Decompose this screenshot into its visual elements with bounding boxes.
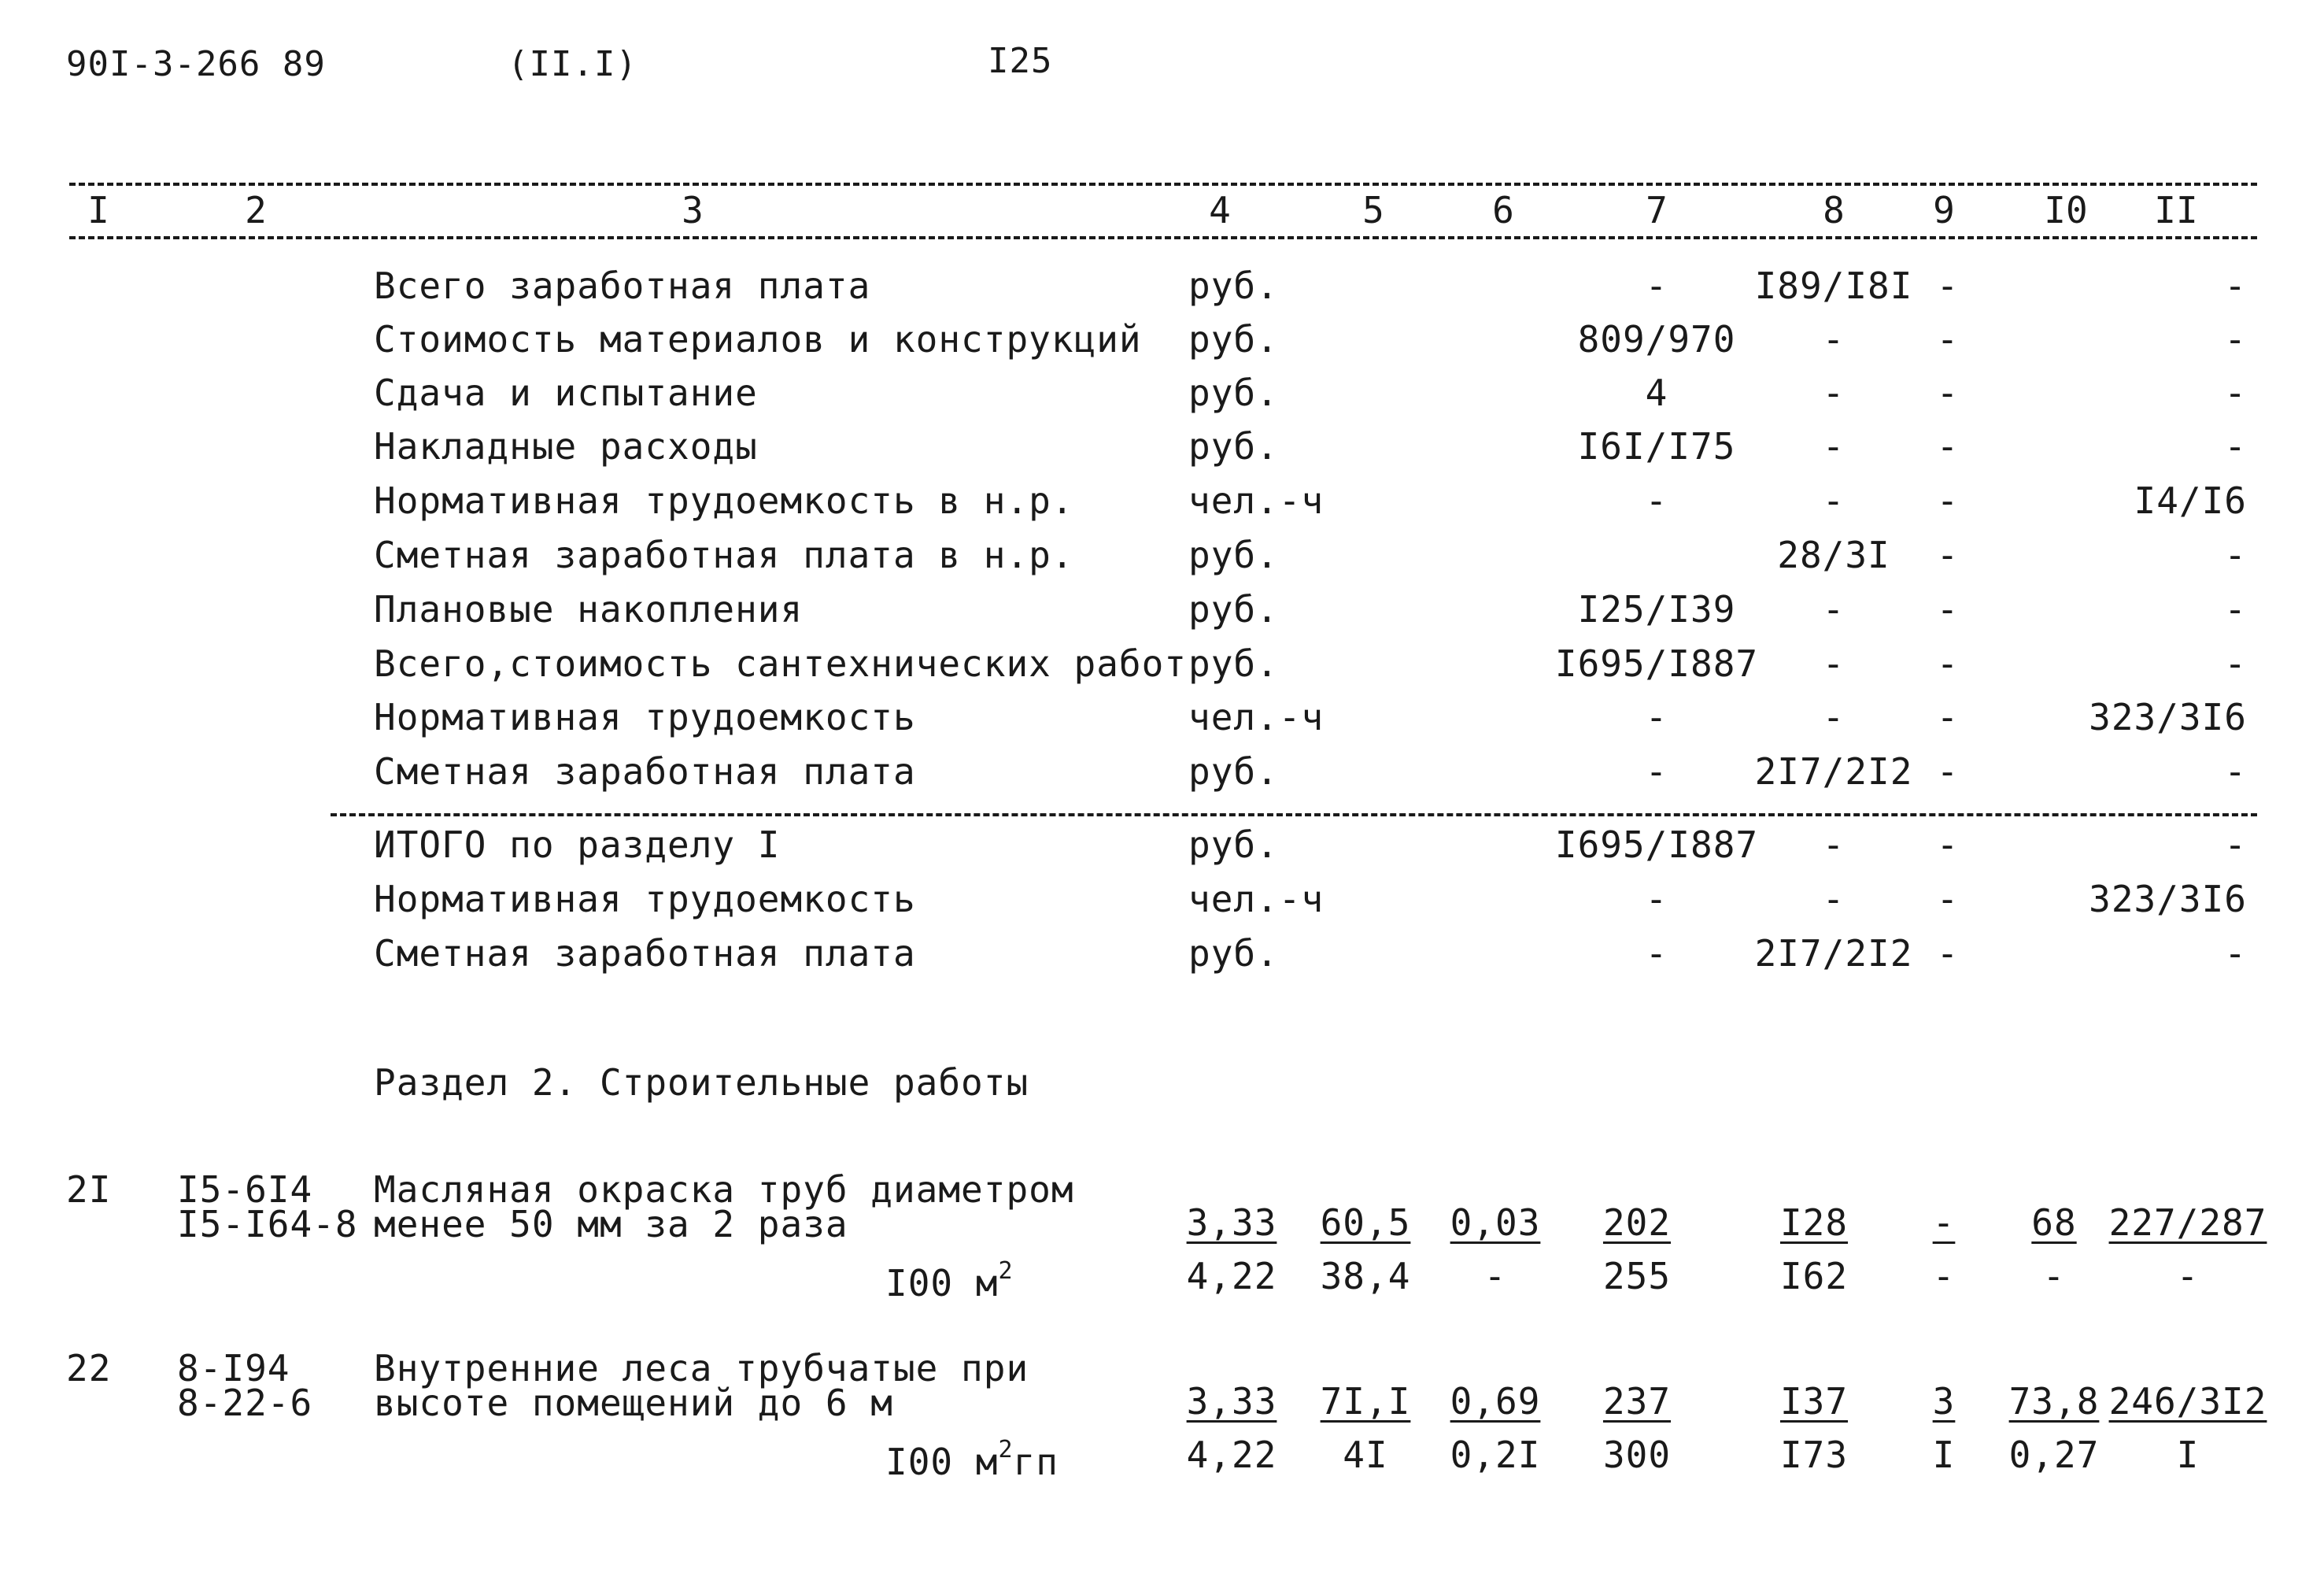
cell-col-8: - bbox=[1822, 318, 1846, 361]
row-label: Сметная заработная плата bbox=[374, 750, 916, 793]
row-unit: чел.-ч bbox=[1188, 878, 1325, 920]
unit-superscript: 2 bbox=[998, 1257, 1014, 1285]
value-numerator: - bbox=[1932, 1201, 1956, 1244]
column-number: 6 bbox=[1492, 189, 1514, 231]
row-label: Стоимость материалов и конструкций bbox=[374, 318, 1142, 361]
value-denominator: - bbox=[1483, 1255, 1507, 1297]
row-unit: руб. bbox=[1188, 823, 1279, 866]
cell-col-7: I695/I887 bbox=[1554, 823, 1759, 866]
row-label: Накладные расходы bbox=[374, 425, 758, 468]
sheet-reference: (II.I) bbox=[508, 44, 637, 84]
cell-col-9: - bbox=[1936, 750, 1960, 793]
value-denominator: 255 bbox=[1602, 1255, 1672, 1297]
row-label: Сметная заработная плата bbox=[374, 932, 916, 975]
value-denominator: I bbox=[1932, 1434, 1956, 1476]
row-unit: руб. bbox=[1188, 534, 1279, 576]
value-numerator: 0,03 bbox=[1450, 1201, 1541, 1244]
value-numerator: 237 bbox=[1602, 1380, 1672, 1423]
unit-suffix: гп bbox=[1013, 1441, 1059, 1483]
cell-col-11: - bbox=[2224, 588, 2247, 631]
value-numerator: I28 bbox=[1779, 1201, 1849, 1244]
section-2-title: Раздел 2. Строительные работы bbox=[374, 1061, 1029, 1104]
item-code: 8-I94 bbox=[177, 1347, 290, 1389]
cell-col-8: - bbox=[1822, 642, 1846, 685]
unit-main: I00 м bbox=[885, 1441, 999, 1483]
cell-col-11: 323/3I6 bbox=[2089, 878, 2247, 920]
row-label: Нормативная трудоемкость в н.р. bbox=[374, 479, 1074, 522]
cell-col-7: - bbox=[1645, 878, 1668, 920]
cell-col-9: - bbox=[1936, 534, 1960, 576]
cell-col-8: - bbox=[1822, 878, 1846, 920]
row-unit: руб. bbox=[1188, 372, 1279, 414]
row-unit: руб. bbox=[1188, 588, 1279, 631]
value-numerator: 0,69 bbox=[1450, 1380, 1541, 1423]
cell-col-9: - bbox=[1936, 479, 1960, 522]
row-unit: руб. bbox=[1188, 265, 1279, 307]
cell-col-9: - bbox=[1936, 372, 1960, 414]
column-number: 8 bbox=[1823, 189, 1845, 231]
item-number: 22 bbox=[66, 1347, 112, 1389]
cell-col-8: - bbox=[1822, 372, 1846, 414]
value-numerator: 60,5 bbox=[1320, 1201, 1411, 1244]
value-denominator: 0,27 bbox=[2008, 1434, 2100, 1476]
column-number: 4 bbox=[1209, 189, 1231, 231]
cell-col-7: - bbox=[1645, 750, 1668, 793]
cell-col-9: - bbox=[1936, 318, 1960, 361]
value-denominator: - bbox=[2176, 1255, 2200, 1297]
row-label: Нормативная трудоемкость bbox=[374, 696, 916, 738]
value-denominator: I62 bbox=[1779, 1255, 1849, 1297]
value-denominator: I bbox=[2176, 1434, 2200, 1476]
cell-col-11: - bbox=[2224, 534, 2247, 576]
row-unit: руб. bbox=[1188, 425, 1279, 468]
row-label: Всего,стоимость сантехнических работ bbox=[374, 642, 1187, 685]
cell-col-9: - bbox=[1936, 878, 1960, 920]
cell-col-11: 323/3I6 bbox=[2089, 696, 2247, 738]
value-denominator: 4,22 bbox=[1186, 1434, 1277, 1476]
cell-col-8: I89/I8I bbox=[1754, 265, 1913, 307]
row-label: Сметная заработная плата в н.р. bbox=[374, 534, 1074, 576]
cell-col-11: - bbox=[2224, 318, 2247, 361]
cell-col-9: - bbox=[1936, 932, 1960, 975]
unit-main: I00 м bbox=[885, 1262, 999, 1304]
row-unit: чел.-ч bbox=[1188, 479, 1325, 522]
value-denominator: 38,4 bbox=[1320, 1255, 1411, 1297]
cell-col-9: - bbox=[1936, 696, 1960, 738]
cell-col-11: - bbox=[2224, 750, 2247, 793]
cell-col-7: 4 bbox=[1645, 372, 1668, 414]
cell-col-8: 28/3I bbox=[1777, 534, 1890, 576]
item-code: I5-6I4 bbox=[177, 1168, 313, 1211]
column-number: I bbox=[87, 189, 109, 231]
cell-col-8: - bbox=[1822, 588, 1846, 631]
cell-col-9: - bbox=[1936, 588, 1960, 631]
unit-superscript: 2 bbox=[998, 1436, 1014, 1463]
row-label: Плановые накопления bbox=[374, 588, 804, 631]
cell-col-11: - bbox=[2224, 932, 2247, 975]
document-code: 90I-3-266 89 bbox=[66, 44, 326, 84]
cell-col-7: 809/970 bbox=[1577, 318, 1736, 361]
cell-col-8: 2I7/2I2 bbox=[1754, 932, 1913, 975]
cell-col-9: - bbox=[1936, 642, 1960, 685]
column-number: II bbox=[2154, 189, 2198, 231]
cell-col-8: - bbox=[1822, 479, 1846, 522]
row-unit: чел.-ч bbox=[1188, 696, 1325, 738]
value-denominator: 4I bbox=[1343, 1434, 1388, 1476]
value-numerator: 246/3I2 bbox=[2108, 1380, 2267, 1423]
totals-separator bbox=[331, 813, 2257, 816]
cell-col-7: - bbox=[1645, 265, 1668, 307]
cell-col-7: I6I/I75 bbox=[1577, 425, 1736, 468]
item-description: Масляная окраска труб диаметром bbox=[374, 1168, 1074, 1211]
row-unit: руб. bbox=[1188, 750, 1279, 793]
header-top-rule bbox=[69, 183, 2257, 186]
item-description: Внутренние леса трубчатые при bbox=[374, 1347, 1029, 1389]
cell-col-11: - bbox=[2224, 642, 2247, 685]
value-numerator: 68 bbox=[2031, 1201, 2077, 1244]
value-numerator: 227/287 bbox=[2108, 1201, 2267, 1244]
cell-col-11: - bbox=[2224, 823, 2247, 866]
cell-col-9: - bbox=[1936, 265, 1960, 307]
cell-col-9: - bbox=[1936, 425, 1960, 468]
item-unit bbox=[885, 1257, 1014, 1304]
value-numerator: I37 bbox=[1779, 1380, 1849, 1423]
value-numerator: 7I,I bbox=[1320, 1380, 1411, 1423]
item-code-secondary: I5-I64-8 bbox=[177, 1203, 358, 1245]
item-description-line-2: менее 50 мм за 2 раза bbox=[374, 1203, 848, 1245]
value-denominator: 4,22 bbox=[1186, 1255, 1277, 1297]
row-label: Всего заработная плата bbox=[374, 265, 871, 307]
row-label: Сдача и испытание bbox=[374, 372, 758, 414]
value-denominator: 0,2I bbox=[1450, 1434, 1541, 1476]
value-numerator: 3,33 bbox=[1186, 1201, 1277, 1244]
value-denominator: - bbox=[1932, 1255, 1956, 1297]
header-bottom-rule bbox=[69, 236, 2257, 239]
cell-col-11: - bbox=[2224, 425, 2247, 468]
row-label: Нормативная трудоемкость bbox=[374, 878, 916, 920]
cell-col-7: I695/I887 bbox=[1554, 642, 1759, 685]
item-number: 2I bbox=[66, 1168, 112, 1211]
cell-col-9: - bbox=[1936, 823, 1960, 866]
cell-col-8: - bbox=[1822, 823, 1846, 866]
cell-col-11: - bbox=[2224, 372, 2247, 414]
value-numerator: 73,8 bbox=[2008, 1380, 2100, 1423]
cell-col-8: 2I7/2I2 bbox=[1754, 750, 1913, 793]
value-numerator: 3 bbox=[1932, 1380, 1956, 1423]
item-unit bbox=[885, 1436, 1059, 1483]
value-denominator: I73 bbox=[1779, 1434, 1849, 1476]
cell-col-8: - bbox=[1822, 425, 1846, 468]
row-unit: руб. bbox=[1188, 642, 1279, 685]
column-number: 9 bbox=[1933, 189, 1955, 231]
column-number: 5 bbox=[1362, 189, 1384, 231]
item-code-secondary: 8-22-6 bbox=[177, 1382, 313, 1424]
value-numerator: 3,33 bbox=[1186, 1380, 1277, 1423]
cell-col-7: - bbox=[1645, 479, 1668, 522]
row-label: ИТОГО по разделу I bbox=[374, 823, 781, 866]
value-denominator: 300 bbox=[1602, 1434, 1672, 1476]
column-number: 7 bbox=[1646, 189, 1668, 231]
column-number: 3 bbox=[682, 189, 704, 231]
page-number: I25 bbox=[988, 41, 1053, 81]
cell-col-11: I4/I6 bbox=[2134, 479, 2247, 522]
value-numerator: 202 bbox=[1602, 1201, 1672, 1244]
column-number: 2 bbox=[245, 189, 267, 231]
row-unit: руб. bbox=[1188, 318, 1279, 361]
cell-col-7: I25/I39 bbox=[1577, 588, 1736, 631]
cell-col-7: - bbox=[1645, 932, 1668, 975]
item-description-line-2: высоте помещений до 6 м bbox=[374, 1382, 893, 1424]
cell-col-11: - bbox=[2224, 265, 2247, 307]
cell-col-7: - bbox=[1645, 696, 1668, 738]
cell-col-8: - bbox=[1822, 696, 1846, 738]
row-unit: руб. bbox=[1188, 932, 1279, 975]
value-denominator: - bbox=[2042, 1255, 2066, 1297]
column-number: I0 bbox=[2044, 189, 2088, 231]
